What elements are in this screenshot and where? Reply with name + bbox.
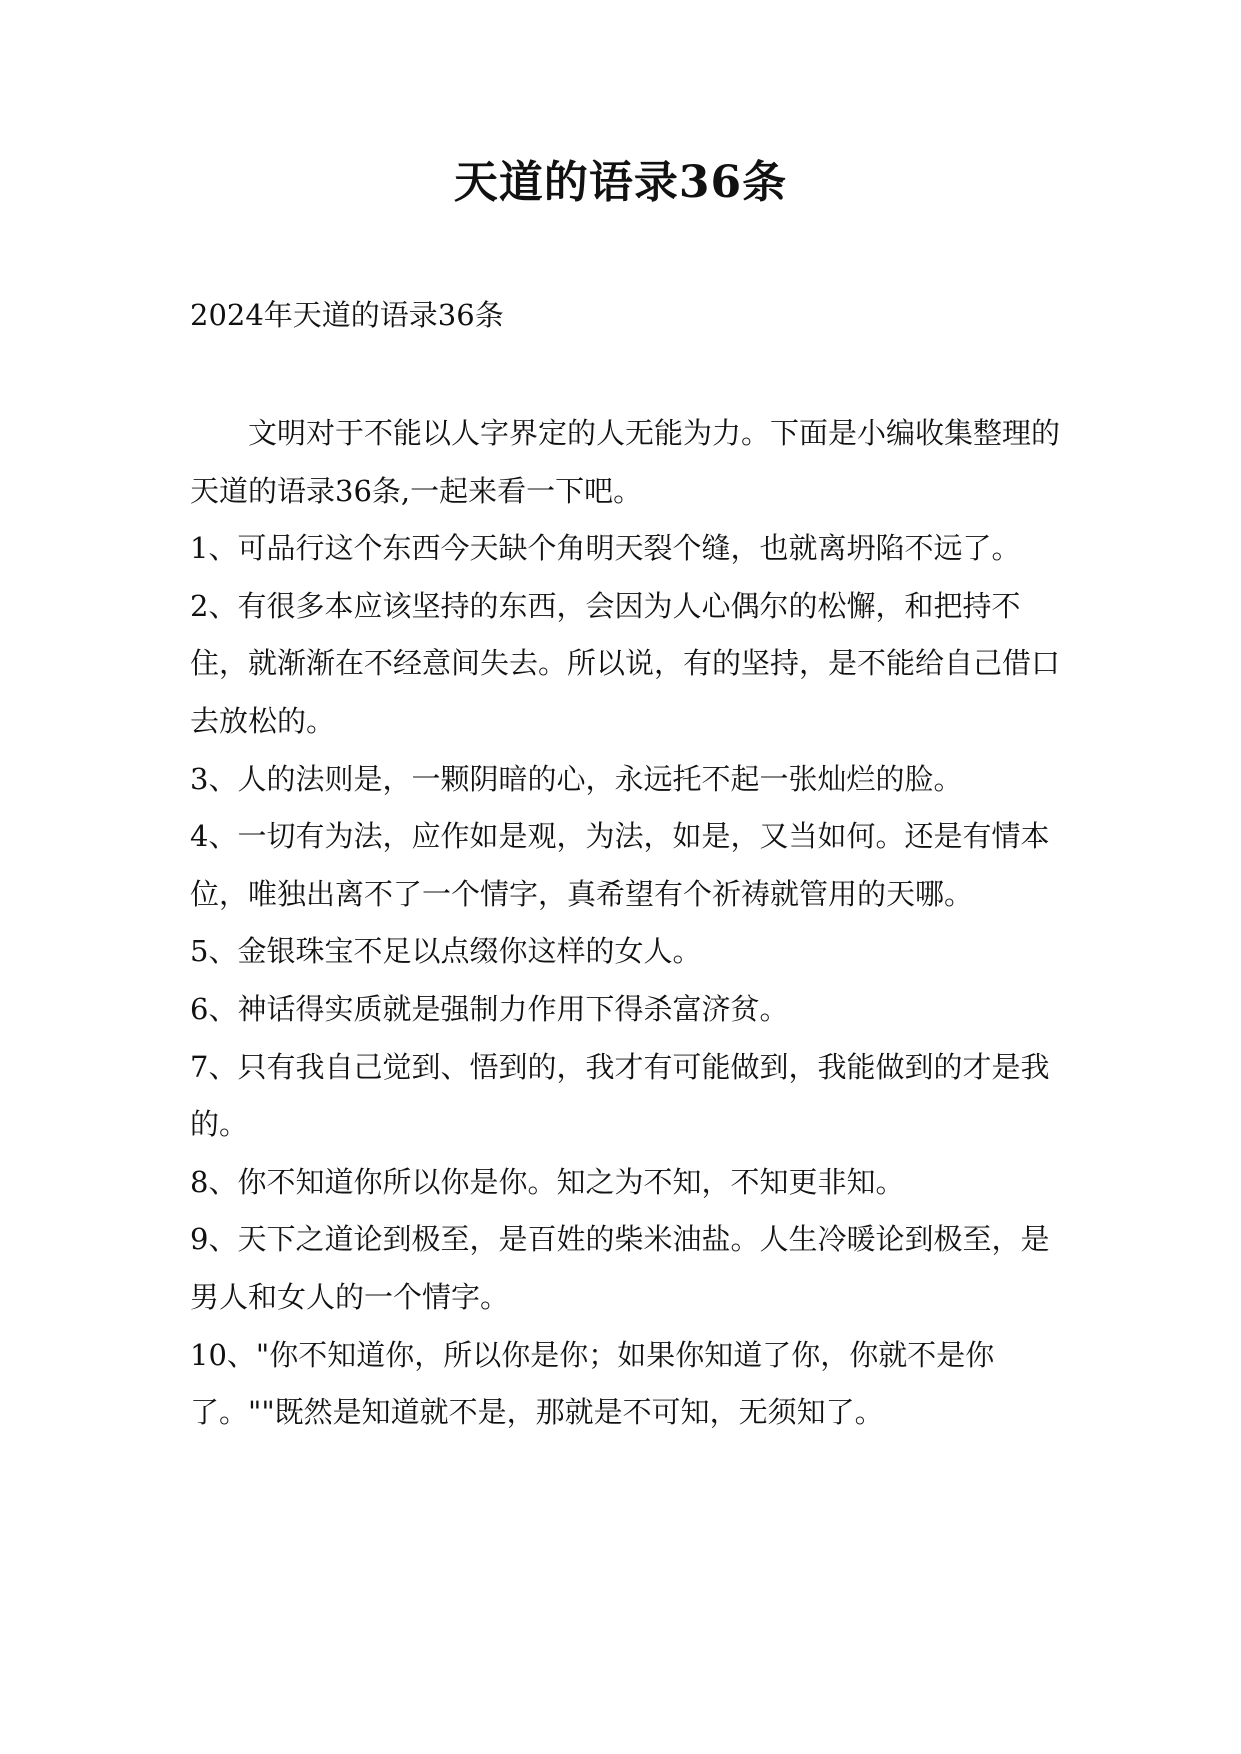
quote-item-2: 2、有很多本应该坚持的东西，会因为人心偶尔的松懈，和把持不住，就渐渐在不经意间失去。所以说，有的坚持，是不能给自己借口去放松的。 bbox=[190, 588, 1061, 738]
quote-item-7: 7、只有我自己觉到、悟到的，我才有可能做到，我能做到的才是我的。 bbox=[190, 1049, 1050, 1142]
intro-paragraph: 文明对于不能以人字界定的人无能为力。下面是小编收集整理的天道的语录36条,一起来看一下吧。 bbox=[190, 416, 1061, 508]
quote-item-10: 10、"你不知道你，所以你是你；如果你知道了你，你就不是你了。""既然是知道就不是，那就是不可知，无须知了。 bbox=[190, 1337, 995, 1430]
quote-item-9: 9、天下之道论到极至，是百姓的柴米油盐。人生冷暖论到极至，是男人和女人的一个情字。 bbox=[190, 1222, 1050, 1314]
quote-item-6: 6、神话得实质就是强制力作用下得杀富济贫。 bbox=[190, 991, 789, 1026]
document-title: 天道的语录36条 bbox=[453, 157, 788, 208]
document-subtitle: 2024年天道的语录36条 bbox=[190, 298, 504, 332]
quote-item-1: 1、可品行这个东西今天缺个角明天裂个缝，也就离坍陷不远了。 bbox=[190, 531, 1021, 566]
quote-item-8: 8、你不知道你所以你是你。知之为不知，不知更非知。 bbox=[190, 1164, 905, 1199]
quote-item-4: 4、一切有为法，应作如是观，为法，如是，又当如何。还是有情本位，唯独出离不了一个情字，真希望有个祈祷就管用的天哪。 bbox=[190, 819, 1050, 911]
quote-item-3: 3、人的法则是，一颗阴暗的心，永远托不起一张灿烂的脸。 bbox=[190, 761, 963, 796]
document-body bbox=[190, 405, 1070, 1442]
quote-item-5: 5、金银珠宝不足以点缀你这样的女人。 bbox=[190, 934, 702, 969]
